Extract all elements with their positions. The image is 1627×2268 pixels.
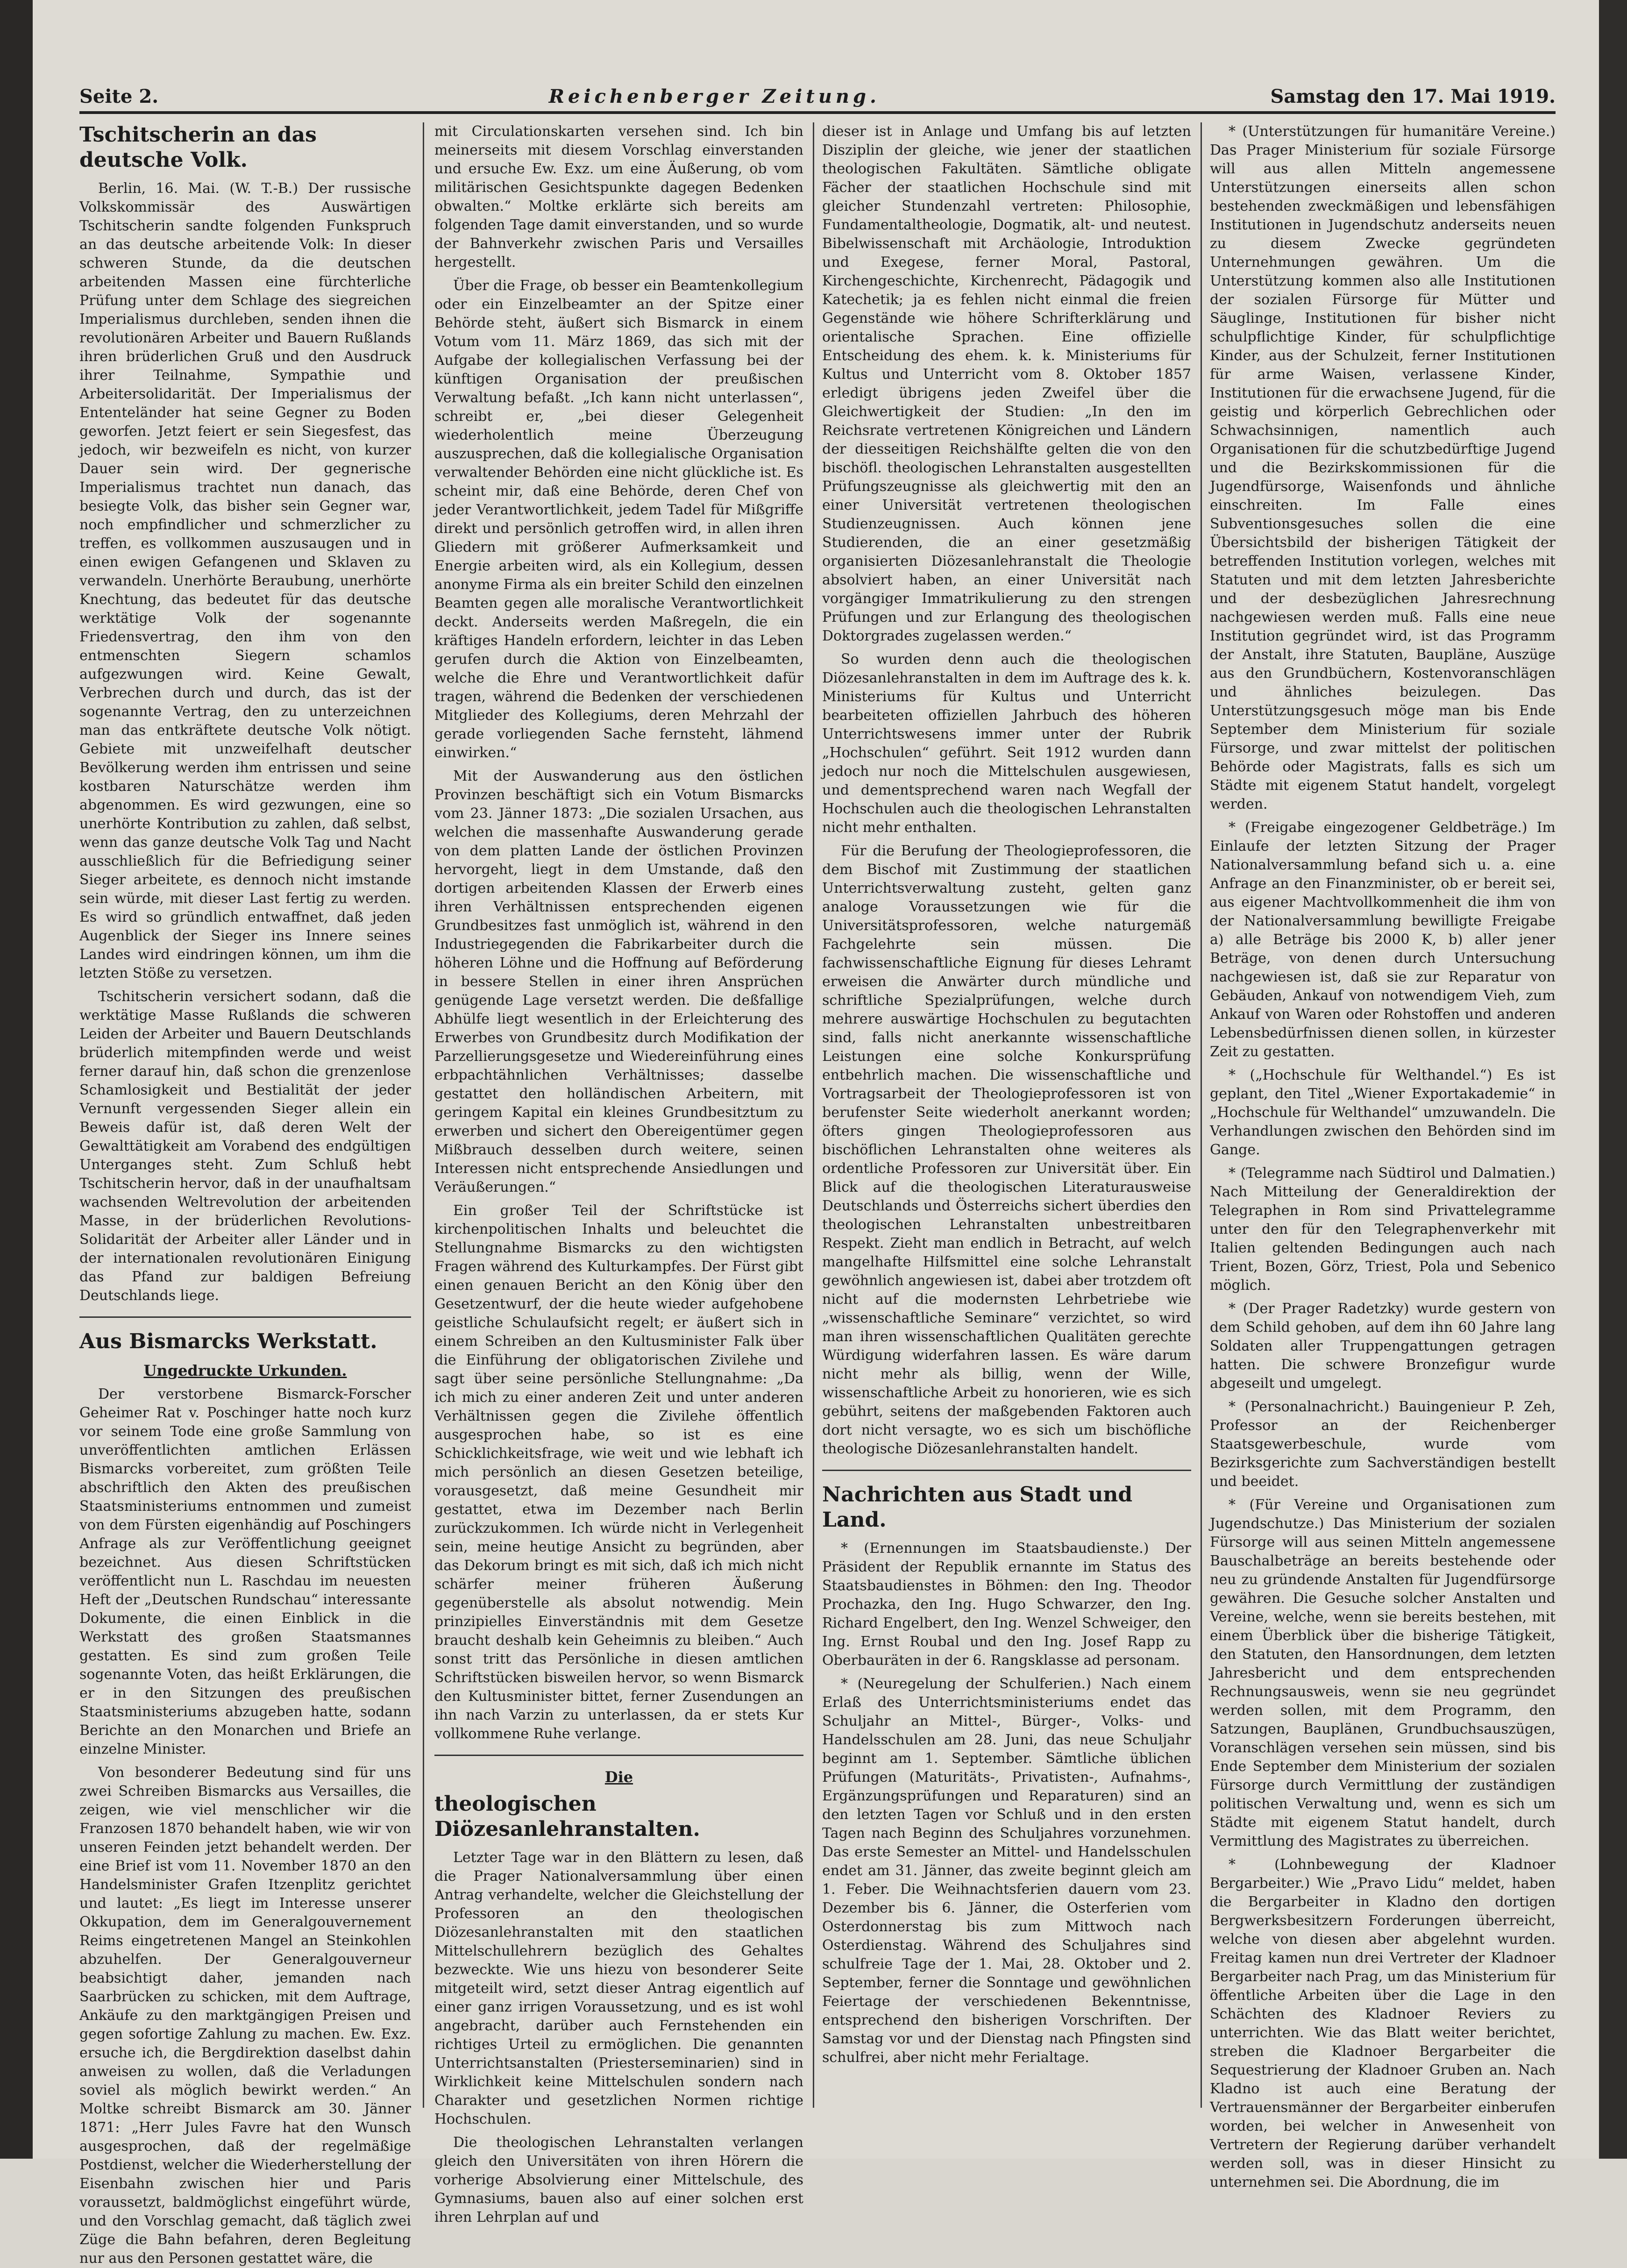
column-3 — [822, 122, 1191, 2108]
scan-edge-left — [0, 0, 33, 2159]
article-separator — [434, 1755, 803, 1756]
section-headline: Nachrichten aus Stadt und Land. — [822, 1483, 1133, 1532]
article-paragraph: Mit der Auswanderung aus den östlichen Provinzen beschäftigt sich ein Votum Bismarcks vom 23. Jänner 1873: „Die sozialen Ursachen, aus welchen die massenhafte Auswanderung gerade von dem platten Lande der östlichen Provinzen hervorgeht, liegt in dem Umstande, daß den dortigen arbeitenden Klassen der Erwerb eines ihren Verhältnissen entsprechenden eigenen Grundbesitzes fast unmöglich ist, während in den Industriegegenden die Fabrikarbeiter durch die höheren Löhne und die Hoffnung auf Beförderung in bessere Stellen in einer ihren Ansprüchen genügende Lage versetzt werden. Die deßfallige Abhülfe liegt wesentlich in der Erleichterung des Erwerbes von Grundbesitz durch Modifikation der Parzellierungsgesetze und Wiedereinführung eines erbpachtähnlichen Verhältnisses; dasselbe gestattet den holländischen Arbeitern, mit geringem Kapital ein kleines Grundbesitztum zu erwerben und sichert den Obereigentümer gegen Mißbrauch desselben durch weitere, seinen Interessen nicht entsprechende Ansiedlungen und Veräußerungen.“ — [434, 768, 803, 1195]
news-item: * (Freigabe eingezogener Geldbeträge.) Im Einlaufe der letzten Sitzung der Prager Nationalversammlung befand sich u. a. eine Anfrage an den Finanzminister, ob er bereit sei, aus eigener Machtvollkommenheit die ihm von der Nationalversammlung bewilligte Freigabe a) alle Beträge bis 2000 K, b) aller jener Beträge, von denen durch Untersuchung nachgewiesen ist, daß sie zur Reparatur von Gebäuden, Ankauf von notwendigem Vieh, zum Ankauf von Waren oder Rohstoffen und anderen Lebensbedürfnissen dienen sollen, in kürzester Zeit zu gestatten. — [1210, 819, 1556, 1060]
article-paragraph: Berlin, 16. Mai. (W. T.-B.) Der russische Volkskommissär des Auswärtigen Tschitscherin sandte folgenden Funkspruch an das deutsche arbeitende Volk: In dieser schweren Stunde, da die deutschen arbeitenden Massen eine fürchterliche Prüfung unter dem Schlage des siegreichen Imperialismus durchleben, senden ihnen die revolutionären Arbeiter und Bauern Rußlands ihren brüderlichen Gruß und den Ausdruck ihrer Teilnahme, Sympathie und Arbeitersolidarität. Der Imperialismus der Ententeländer hat seine Gegner zu Boden geworfen. Jetzt feiert er sein Siegesfest, das jedoch, wir bezweifeln es nicht, von kurzer Dauer sein wird. Der gegnerische Imperialismus trachtet nun danach, das besiegte Volk, das bisher sein Gegner war, noch empfindlicher und schmerzlicher zu treffen, es vollkommen auszusaugen und in einen ewigen Gefangenen und Sklaven zu verwandeln. Unerhörte Beraubung, unerhörte Knechtung, das bedeutet für das deutsche werktätige Volk der sogenannte Friedensvertrag, den ihm von den entmenschten Siegern schamlos aufgezwungen wird. Keine Gewalt, Verbrechen durch und durch, das ist der sogenannte Vertrag, den zu unterzeichnen man das entkräftete deutsche Volk nötigt. Gebiete mit unzweifelhaft deutscher Bevölkerung werden ihm entrissen und seine kostbaren Naturschätze werden ihm abgenommen. Es wird gezwungen, eine so unerhörte Kontribution zu zahlen, daß selbst, wenn das ganze deutsche Volk Tag und Nacht ausschließlich für die Befriedigung seiner Sieger arbeitete, es dennoch nicht imstande sein würde, mit dieser Last fertig zu werden. Es wird so gründlich entwaffnet, daß jeden Augenblick der Sieger ins Innere seines Landes wird eindringen können, um ihm die letzten Stöße zu versetzen. — [79, 180, 411, 981]
column-divider — [1201, 122, 1202, 2108]
news-item: * (Lohnbewegung der Kladnoer Bergarbeiter.) Wie „Pravo Lidu“ meldet, haben die Bergarbeiter in Kladno den dortigen Bergwerksbesitzern Forderungen überreicht, welche von diesen aber abgelehnt wurden. Freitag kamen nun drei Vertreter der Kladnoer Bergarbeiter nach Prag, um das Ministerium für öffentliche Arbeiten über die Lage in den Schächten des Kladnoer Reviers zu unterrichten. Wie das Blatt weiter berichtet, streben die Kladnoer Bergarbeiter die Sequestrierung der Kladnoer Gruben an. Nach Kladno ist auch eine Beratung der Vertrauensmänner der Bergarbeiter einberufen worden, bei welcher in Anwesenheit von Vertretern der Regierung darüber verhandelt werden soll, was in dieser Hinsicht zu unternehmen sei. Die Abordnung, die im — [1210, 1856, 1556, 2190]
article-paragraph: So wurden denn auch die theologischen Diözesanlehranstalten in dem im Auftrage des k. k. Ministeriums für Kultus und Unterricht bearbeiteten offiziellen Jahrbuch des höheren Unterrichtswesens immer unter der Rubrik „Hochschulen“ geführt. Seit 1912 wurden dann jedoch nur noch die Mittelschulen ausgewiesen, und dementsprechend waren nach Wegfall der Hochschulen auch die theologischen Lehranstalten nicht mehr enthalten. — [822, 651, 1191, 836]
page-number: Seite 2. — [79, 85, 159, 107]
newspaper-title: Reichenberger Zeitung. — [548, 85, 880, 107]
scan-edge-right — [1599, 0, 1627, 2159]
article-paragraph: Letzter Tage war in den Blättern zu lesen, daß die Prager Nationalversammlung über einen Antrag verhandelte, welcher die Gleichstellung der Professoren an den theologischen Diözesanlehranstalten mit den staatlichen Mittelschullehrern bezüglich des Gehaltes bezweckte. Wie uns hiezu von besonderer Seite mitgeteilt wird, setzt dieser Antrag eigentlich auf einer ganz irrigen Voraussetzung, und es ist wohl angebracht, darüber auch Fernstehenden ein richtiges Urteil zu ermöglichen. Die genannten Unterrichtsanstalten (Priesterseminarien) sind in Wirklichkeit keine Mittelschulen sondern nach Charakter und gesetzlichen Normen richtige Hochschulen. — [434, 1849, 803, 2127]
news-item: * (Für Vereine und Organisationen zum Jugendschutze.) Das Ministerium der sozialen Fürsorge will aus seinen Mitteln angemessene Bauschalbeträge an bereits bestehende oder neu zu gründende Anstalten für Jugendfürsorge gewähren. Die Gesuche solcher Anstalten und Vereine, welche, wenn sie bereits bestehen, mit einem Überblick über die bisherige Tätigkeit, den Statuten, den Hansordnungen, dem letzten Jahresbericht und dem entsprechenden Rechnungsausweis, wenn sie neu gegründet werden sollen, mit dem Programm, den Satzungen, Bauplänen, Grundbuchsauszügen, Voranschlägen versehen sein müssen, sind bis Ende September dem Ministerium der sozialen Fürsorge durch Vermittlung der zuständigen politischen Verwaltung und, wenn es sich um Städte mit eigenem Statut handelt, durch Vermittlung des Magistrates zu überreichen. — [1210, 1497, 1556, 1849]
page-header — [79, 70, 1556, 107]
news-item: * („Hochschule für Welthandel.“) Es ist geplant, den Titel „Wiener Exportakademie“ in „Hochschule für Welthandel“ umzuwandeln. Die Verhandlungen zwischen den Behörden sind im Gange. — [1210, 1067, 1556, 1158]
article-subheadline: Ungedruckte Urkunden. — [143, 1362, 347, 1379]
column-divider — [813, 122, 814, 2108]
article-separator — [79, 1316, 411, 1318]
article-kicker: Die — [604, 1768, 633, 1786]
news-item: * (Neuregelung der Schulferien.) Nach einem Erlaß des Unterrichtsministeriums endet das Schuljahr an Mittel-, Bürger-, Volks- und Handelsschulen am 28. Juni, das neue Schuljahr beginnt am 1. September. Sämtliche üblichen Prüfungen (Maturitäts-, Privatisten-, Aufnahms-, Ergänzungsprüfungen und Reparaturen) sind an den letzten Tagen vor Schluß und in den ersten Tagen nach Beginn des Schuljahres vorzunehmen. Das erste Semester an Mittel- und Handelsschulen endet am 31. Jänner, das zweite beginnt gleich am 1. Feber. Die Weihnachtsferien dauern vom 23. Dezember bis 6. Jänner, die Osterferien vom Osterdonnerstag bis zum Mittwoch nach Osterdienstag. Während des Schuljahres sind schulfreie Tage der 1. Mai, 28. Oktober und 2. September, ferner die Sonntage und gewöhnlichen Feiertage der verschiedenen Bekenntnisse, entsprechend den bisherigen Vorschriften. Der Samstag vor und der Dienstag nach Pfingsten sind schulfrei, aber nicht mehr Ferialtage. — [822, 1676, 1191, 2066]
news-item: * (Personalnachricht.) Bauingenieur P. Zeh, Professor an der Reichenberger Staatsgewerbeschule, wurde vom Bezirksgerichte zum Sachverständigen bestellt und beeidet. — [1210, 1399, 1556, 1490]
article-headline: Tschitscherin an das deutsche Volk. — [79, 123, 317, 172]
column-2 — [434, 122, 803, 2225]
news-item: * (Telegramme nach Südtirol und Dalmatien.) Nach Mitteilung der Generaldirektion der Telegraphen in Rom sind Privattelegramme unter den für den Telegraphenverkehr mit Italien geltenden Bedingungen auch nach Trient, Bozen, Görz, Triest, Pola und Sebenico möglich. — [1210, 1165, 1556, 1294]
article-paragraph: mit Circulationskarten versehen sind. Ich bin meinerseits mit diesem Vorschlag einverstanden und ersuche Ew. Exz. um eine Äußerung, ob vom militärischen Gesichtspunkte dagegen Bedenken obwalten.“ Moltke erklärte sich bereits am folgenden Tage damit einverstanden, und so wurde der Bahnverkehr zwischen Paris und Versailles hergestellt. — [434, 123, 803, 270]
article-paragraph: Ein großer Teil der Schriftstücke ist kirchenpolitischen Inhalts und beleuchtet die Stellungnahme Bismarcks zu den wichtigsten Fragen während des Kulturkampfes. Der Fürst gibt einen genauen Bericht an den König über den Gesetzentwurf, der die heute wieder aufgehobene geistliche Schulaufsicht regelt; er äußert sich in einem Schreiben an den Kultusminister Falk über die Einführung der obligatorischen Zivilehe und sagt über seine persönliche Stellungnahme: „Da ich mich zu einer anderen Zeit und unter anderen Verhältnissen gegen die Zivilehe öffentlich ausgesprochen habe, so ist es eine Schicklichkeitsfrage, wie weit und wie lebhaft ich mich persönlich an diesen Gesetzen beteilige, vorausgesetzt, daß meine Gesundheit mir gestattet, etwa im Dezember nach Berlin zurückzukommen. Ich würde nicht in Verlegenheit sein, meine heutige Ansicht zu begründen, aber das Dekorum bringt es mit sich, daß ich mich nicht schärfer meiner früheren Äußerung gegenüberstelle als absolut notwendig. Mein prinzipielles Einverständnis mit dem Gesetze braucht deshalb kein Geheimnis zu bleiben.“ Auch sonst tritt das Persönliche in diesen amtlichen Schriftstücken bisweilen hervor, so wenn Bismarck den Kultusminister bittet, ferner Zusendungen an ihn nach Varzin zu unterlassen, da er stets Kur vollkommene Ruhe verlange. — [434, 1202, 803, 1742]
column-1 — [79, 122, 411, 2267]
article-paragraph: Die theologischen Lehranstalten verlangen gleich den Universitäten von ihren Hörern die vorherige Absolvierung einer Mittelschule, des Gymnasiums, bauen also auf einer solchen erst ihren Lehrplan auf und — [434, 2134, 803, 2225]
column-4 — [1210, 122, 1556, 2190]
article-paragraph: Für die Berufung der Theologieprofessoren, die dem Bischof mit Zustimmung der staatlichen Unterrichtsverwaltung zusteht, gelten ganz analoge Voraussetzungen wie für die Universitätsprofessoren, welche naturgemäß Fachgelehrte sein müssen. Die fachwissenschaftliche Eignung für dieses Lehramt erweisen die Anwärter durch mündliche und schriftliche Spezialprüfungen, welche durch mehrere auswärtige Hochschulen zu begutachten sind, falls nicht anerkannte wissenschaftliche Leistungen eine solche Konkursprüfung entbehrlich machen. Die wissenschaftliche und Vortragsarbeit der Theologieprofessoren ist von berufenster Seite wiederholt anerkannt worden; öfters gingen Theologieprofessoren aus bischöflichen Lehranstalten ohne weiteres als ordentliche Professoren zur Universität über. Ein Blick auf die theologischen Literaturausweise Deutschlands und Österreichs sichert überdies den theologischen Lehranstalten unbestreitbaren Respekt. Zieht man endlich in Betracht, auf welch mangelhafte Hilfsmittel eine solche Lehranstalt gewöhnlich angewiesen ist, dabei aber trotzdem oft nicht auf die modernsten Lehrbetriebe wie „wissenschaftliche Seminare“ verzichtet, so wird man ihren wissenschaftlichen Qualitäten gerechte Würdigung widerfahren lassen. Es wäre darum nicht mehr als billig, wenn der Wille, wissenschaftliche Arbeit zu honorieren, wie es sich gebührt, seitens der maßgebenden Faktoren auch dort nicht versagte, wo es sich um bischöfliche theologische Diözesanlehranstalten handelt. — [822, 843, 1191, 1457]
article-headline: Aus Bismarcks Werkstatt. — [79, 1330, 377, 1353]
issue-date: Samstag den 17. Mai 1919. — [1270, 85, 1556, 107]
article-headline: theologischen Diözesanlehranstalten. — [434, 1792, 700, 1841]
news-item: * (Der Prager Radetzky) wurde gestern von dem Schild gehoben, auf dem ihn 60 Jahre lang Soldaten aller Truppengattungen getragen hatten. Die schwere Bronzefigur wurde abgeseilt und umgelegt. — [1210, 1301, 1556, 1392]
news-item: * (Ernennungen im Staatsbaudienste.) Der Präsident der Republik ernannte im Status des Staatsbaudienstes in Böhmen: den Ing. Theodor Prochazka, den Ing. Hugo Schwarzer, den Ing. Richard Engelbert, den Ing. Wenzel Schweiger, den Ing. Ernst Roubal und den Ing. Josef Rapp zu Oberbauräten in der 6. Rangsklasse ad personam. — [822, 1540, 1191, 1669]
article-paragraph: Über die Frage, ob besser ein Beamtenkollegium oder ein Einzelbeamter an der Spitze einer Behörde steht, äußert sich Bismarck in einem Votum vom 11. März 1869, das sich mit der Aufgabe der kollegialischen Verfassung bei der künftigen Organisation der preußischen Verwaltung befaßt. „Ich kann nicht unterlassen“, schreibt er, „bei dieser Gelegenheit wiederholentlich meine Überzeugung auszusprechen, daß die kollegialische Organisation verwaltender Behörden eine nicht glückliche ist. Es scheint mir, daß eine Behörde, deren Chef von jeder Verantwortlichkeit, jedem Tadel für Mißgriffe direkt und persönlich getroffen wird, in allen ihren Gliedern mit größerer Aufmerksamkeit und Energie arbeiten wird, als ein Kollegium, dessen anonyme Firma als ein breiter Schild den einzelnen Beamten gegen alle moralische Verantwortlichkeit deckt. Anderseits werden Maßregeln, die ein kräftiges Handeln erfordern, leichter in das Leben gerufen durch die Aktion von Einzelbeamten, welche die Ehre und Verantwortlichkeit dafür tragen, während die Bedenken der verschiedenen Mitglieder des Kollegiums, deren Mehrzahl der gerade vorliegenden Sache fernsteht, lähmend einwirken.“ — [434, 277, 803, 761]
article-paragraph: Von besonderer Bedeutung sind für uns zwei Schreiben Bismarcks aus Versailles, die zeigen, wie viel menschlicher wir die Franzosen 1870 behandelt haben, wie wir von unseren Feinden jetzt behandelt werden. Der eine Brief ist vom 11. November 1870 an den Handelsminister Grafen Itzenplitz gerichtet und lautet: „Es liegt im Interesse unserer Okkupation, dem im Generalgouvernement Reims eingetretenen Mangel an Steinkohlen abzuhelfen. Der Generalgouverneur beabsichtigt daher, jemanden nach Saarbrücken zu schicken, mit dem Auftrage, Ankäufe zu den marktgängigen Preisen und gegen sofortige Zahlung zu machen. Ew. Exz. ersuche ich, die Bergdirektion daselbst dahin anweisen zu wollen, daß die Verladungen soviel als möglich bewirkt werden.“ An Moltke schreibt Bismarck am 30. Jänner 1871: „Herr Jules Favre hat den Wunsch ausgesprochen, daß der regelmäßige Postdienst, welcher die Wiederherstellung der Eisenbahn zwischen hier und Paris voraussetzt, baldmöglichst eingeführt würde, und den Vorschlag gemacht, daß täglich zwei Züge die Bahn befahren, deren Begleitung nur aus den Personen gestattet wäre, die — [79, 1764, 411, 2267]
news-item: * (Unterstützungen für humanitäre Vereine.) Das Prager Ministerium für soziale Fürsorge will aus allen Mitteln angemessene Unterstützungen einerseits allen schon bestehenden zweckmäßigen und lebensfähigen Institutionen in Jugendschutz anderseits neuen zu diesem Zwecke gegründeten Unternehmungen gewähren. Um die Unterstützung kommen also alle Institutionen der sozialen Fürsorge für Mütter und Säuglinge, Institutionen für bisher nicht schulpflichtige Kinder, für schulpflichtige Kinder, aus der Schulzeit, ferner Institutionen für arme Waisen, verlassene Kinder, Institutionen für die erwachsene Jugend, für die geistig und körperlich Gebrechlichen oder Schwachsinnigen, namentlich auch Organisationen für die schutzbedürftige Jugend und die Bezirkskommissionen für die Jugendfürsorge, Waisenfonds und ähnliche einschreiten. Im Falle eines Subventionsgesuches sollen die eine Übersichtsbild der bisherigen Tätigkeit der betreffenden Institution vorlegen, welches mit Statuten und mit dem letzten Jahresberichte und der desbezüglichen Jahresrechnung nachgewiesen werden muß. Falls eine neue Institution gegründet wird, ist das Programm der Anstalt, ihre Statuten, Baupläne, Auszüge aus den Grundbüchern, Kostenvoranschlägen und ähnliches beizulegen. Das Unterstützungsgesuch möge man bis Ende September dem Ministerium für soziale Fürsorge, und zwar mittelst der politischen Behörde oder Magistrats, falls es sich um Städte mit eigenem Statut handelt, vorgelegt werden. — [1210, 123, 1556, 812]
article-paragraph: Der verstorbene Bismarck-Forscher Geheimer Rat v. Poschinger hatte noch kurz vor seinem Tode eine große Sammlung von unveröffentlichten amtlichen Erlässen Bismarcks vorbereitet, zum größten Teile abschriftlich den Akten des preußischen Staatsministeriums entnommen und zumeist von dem Fürsten eigenhändig auf Poschingers Anfrage als zur Veröffentlichung geeignet bezeichnet. Aus diesen Schriftstücken veröffentlicht nun L. Raschdau im neuesten Heft der „Deutschen Rundschau“ interessante Dokumente, die einen Einblick in die Werkstatt des großen Staatsmannes gestatten. Es sind zum großen Teile sogenannte Voten, das heißt Erklärungen, die er in den Sitzungen des preußischen Staatsministeriums abzugeben hatte, sodann Berichte an den Monarchen und Briefe an einzelne Minister. — [79, 1386, 411, 1757]
article-paragraph: dieser ist in Anlage und Umfang bis auf letzten Disziplin der gleiche, wie jener der staatlichen theologischen Fakultäten. Sämtliche obligate Fächer der staatlichen Hochschule sind mit gleicher Stundenzahl vertreten: Philosophie, Fundamentaltheologie, Dogmatik, alt- und neutest. Bibelwissenschaft mit Archäologie, Introduktion und Exegese, ferner Moral, Pastoral, Kirchengeschichte, Kirchenrecht, Pädagogik und Katechetik; ja es fehlen nicht einmal die freien Gegenstände wie höhere Schrifterklärung und orientalische Sprachen. Eine offizielle Entscheidung des ehem. k. k. Ministeriums für Kultus und Unterricht vom 8. Oktober 1857 erledigt übrigens jeden Zweifel über die Gleichwertigkeit der Studien: „In den im Reichsrate vertretenen Königreichen und Ländern der diesseitigen Reichshälfte gelten die von den bischöfl. theologischen Lehranstalten ausgestellten Prüfungszeugnisse als gleichwertig mit den an einer Universität vertretenen theologischen Studienzeugnissen. Auch können jene Studierenden, die an einer gesetzmäßig organisierten Diözesanlehranstalt die Theologie absolviert haben, an einer Universität nach vorgängiger Immatrikulierung zu den strengen Prüfungen und zur Erlangung des theologischen Doktorgrades zugelassen werden.“ — [822, 123, 1191, 644]
header-rule — [79, 111, 1556, 114]
article-separator — [822, 1470, 1191, 1471]
article-paragraph: Tschitscherin versichert sodann, daß die werktätige Masse Rußlands die schweren Leiden der Arbeiter und Bauern Deutschlands brüderlich mitempfinden werde und weist ferner darauf hin, daß schon die grenzenlose Schamlosigkeit und Bestialität der jeder Vernunft vergessenden Sieger allein ein Beweis dafür ist, daß deren Welt der Gewalttätigkeit am Vorabend des endgültigen Unterganges steht. Zum Schluß hebt Tschitscherin hervor, daß in der unaufhaltsam wachsenden Weltrevolution der arbeitenden Masse, in der brüderlichen Revolutions-Solidarität der Arbeiter aller Länder und in der internationalen revolutionären Einigung das Pfand zur baldigen Befreiung Deutschlands liege. — [79, 988, 411, 1304]
column-divider — [423, 122, 424, 2108]
